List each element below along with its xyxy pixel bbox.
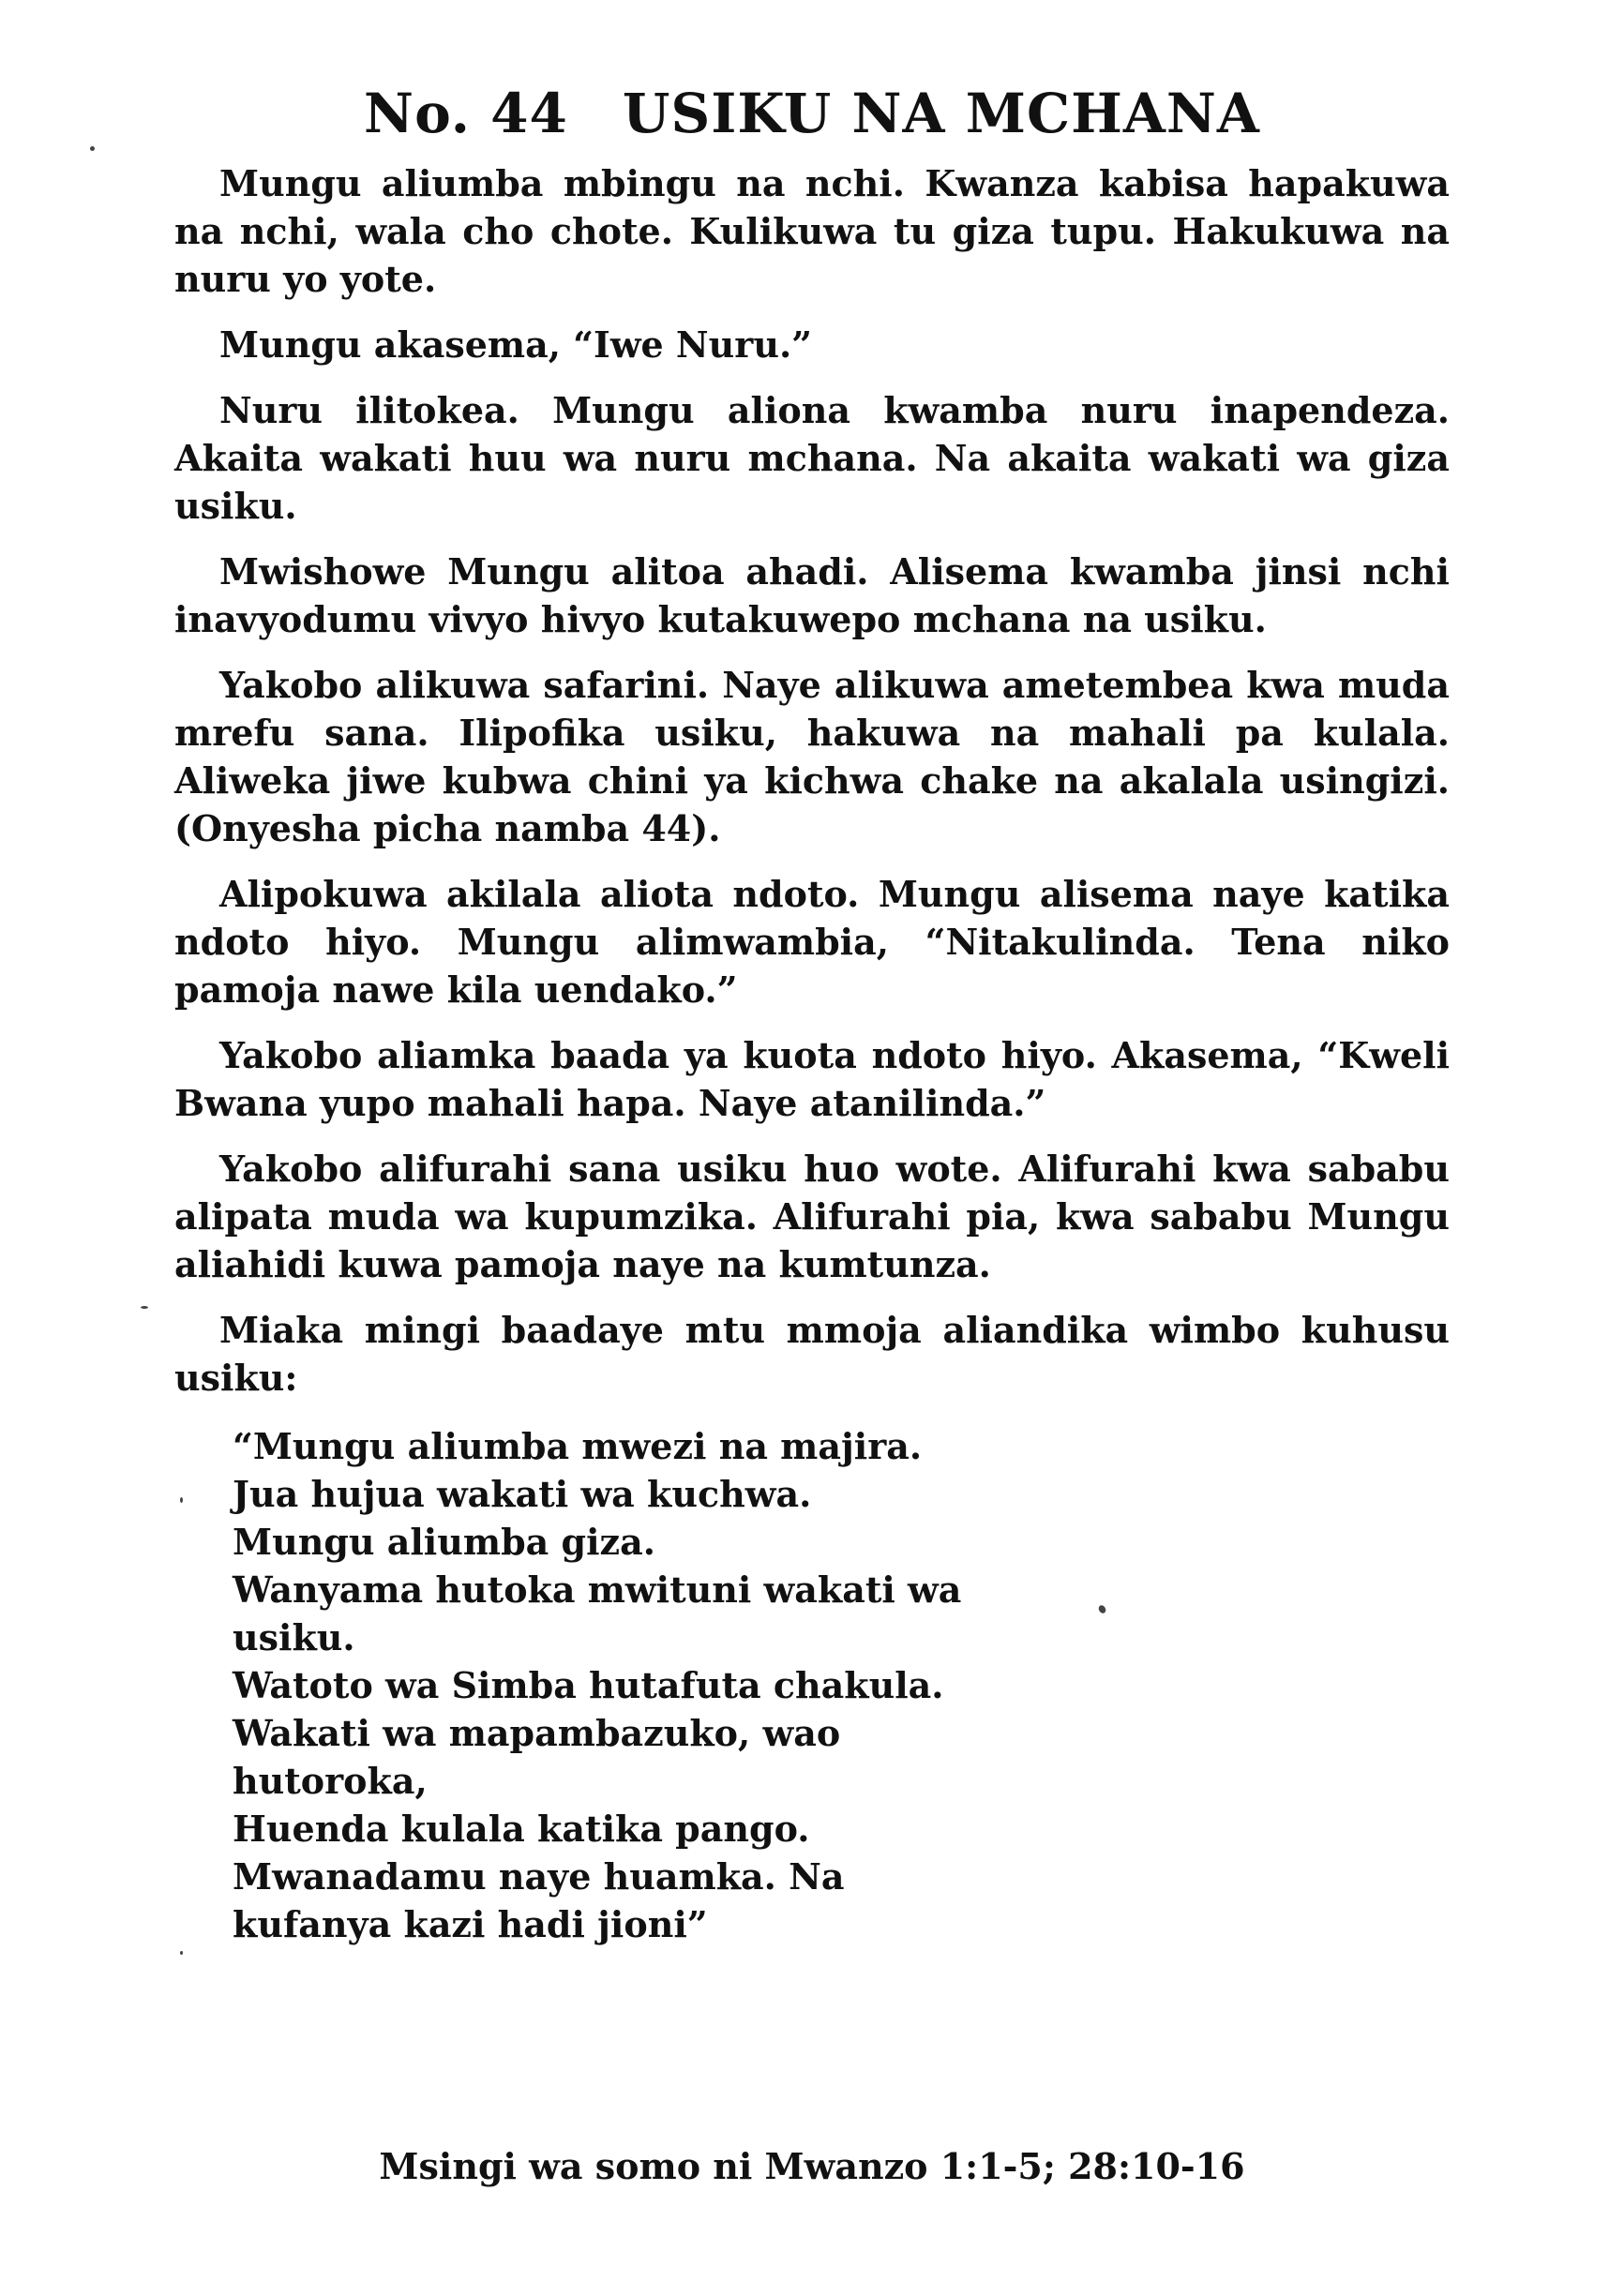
poem-line: Huenda kulala katika pango. [233, 1808, 810, 1850]
scan-speck [180, 1951, 183, 1955]
poem-line: Watoto wa Simba hutafuta chakula. [233, 1664, 944, 1706]
scan-speck [180, 1497, 183, 1503]
lesson-title [0, 81, 1624, 146]
paragraph-jacob-rejoices: Yakobo alifurahi sana usiku huo wote. Alifurahi kwa sababu alipata muda wa kupumzika. Alifurahi pia, kwa sababu Mungu aliahidi kuwa pamoja naye na kumtunza. [174, 1148, 1450, 1285]
poem-line: Wanyama hutoka mwituni wakati wa [233, 1568, 962, 1611]
paragraph-jacob-dream: Alipokuwa akilala aliota ndoto. Mungu alisema naye katika ndoto hiyo. Mungu alimwambia, “Nitakulinda. Tena niko pamoja nawe kila uendako.” [174, 873, 1450, 1011]
poem-line: kufanya kazi hadi jioni” [233, 1903, 708, 1945]
paragraph-let-there-be-light: Mungu akasema, “Iwe Nuru.” [219, 323, 813, 366]
poem-line: “Mungu aliumba mwezi na majira. [233, 1425, 923, 1467]
scan-speck [90, 146, 95, 151]
paragraph-day-and-night: Nuru ilitokea. Mungu aliona kwamba nuru inapendeza. Akaita wakati huu wa nuru mchana. Na akaita wakati wa giza usiku. [174, 389, 1450, 527]
scripture-reference: Msingi wa somo ni Mwanzo 1:1-5; 28:10-16 [379, 2145, 1245, 2187]
poem-line: Mwanadamu naye huamka. Na [233, 1855, 845, 1898]
psalm-poem [233, 1422, 1058, 1948]
poem-line: usiku. [233, 1616, 355, 1658]
paragraph-creation: Mungu aliumba mbingu na nchi. Kwanza kabisa hapakuwa na nchi, wala cho chote. Kulikuwa tu giza tupu. Hakukuwa na nuru yo yote. [174, 162, 1450, 300]
paragraph-promise: Mwishowe Mungu alitoa ahadi. Alisema kwamba jinsi nchi inavyodumu vivyo hivyo kutakuwepo mchana na usiku. [174, 550, 1450, 640]
paragraph-jacob-journey: Yakobo alikuwa safarini. Naye alikuwa ametembea kwa muda mrefu sana. Ilipofika usiku, hakuwa na mahali pa kulala. Aliweka jiwe kubwa chini ya kichwa chake na akalala usingizi. (Onyesha picha namba 44). [174, 664, 1450, 849]
scan-speck [141, 1306, 148, 1309]
paragraph-song-intro: Miaka mingi baadaye mtu mmoja aliandika wimbo kuhusu usiku: [174, 1309, 1450, 1399]
poem-line: Mungu aliumba giza. [233, 1521, 655, 1563]
poem-line: Wakati wa mapambazuko, wao [233, 1712, 841, 1754]
poem-line: hutoroka, [233, 1760, 428, 1802]
lesson-body [174, 159, 1450, 1961]
poem-line: Jua hujua wakati wa kuchwa. [233, 1473, 812, 1515]
lesson-number: No. 44 [364, 82, 568, 145]
paragraph-jacob-wakes: Yakobo aliamka baada ya kuota ndoto hiyo. Akasema, “Kweli Bwana yupo mahali hapa. Naye atanilinda.” [174, 1034, 1450, 1124]
lesson-heading: USIKU NA MCHANA [622, 82, 1260, 145]
